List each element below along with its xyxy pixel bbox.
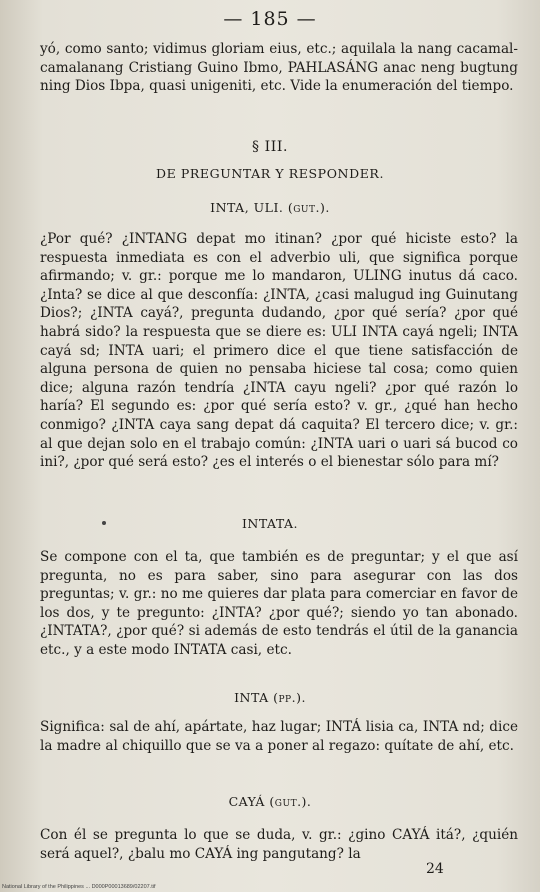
- section-title: DE PREGUNTAR Y RESPONDER.: [155, 166, 385, 181]
- paragraph-caya: Con él se pregunta lo que se duda, v. gr.: ¿gino CAYÁ itá?, ¿quién será aquel?, ¿balu mo CAYÁ ing pangutang? la: [40, 827, 518, 862]
- signature-mark: 24: [426, 861, 444, 877]
- paragraph-intata: Se compone con el ta, que también es de preguntar; y el que así pregunta, no es para saber, sino para asegurar con las dos preguntas; v. gr.: no me quieres dar plata para comerciar en favor de los dos, y te pregunto: ¿INTA? ¿por qué?; siendo yo tan abonado. ¿INTATA?, ¿por qué? si además de esto tendrás el útil de la ganancia etc., y a este modo INTATA casi, etc.: [40, 549, 518, 658]
- paragraph-inta-uli: ¿Por qué? ¿INTANG depat mo itinan? ¿por qué hiciste esto? la respuesta inmediata es con el adverbio uli, que significa porque afirmando; v. gr.: porque me lo mandaron, ULING inutus dá caco. ¿Inta? se dice al que desconfía: ¿INTA, ¿casi malugud ing Guinutang Dios?; ¿INTA cayá?, pregunta dudando, ¿por qué sería? ¿por qué habrá sido? la respuesta que se diere es: ULI INTA cayá ngeli; INTA cayá sd; INTA uari; el primero dice el que tiene satisfacción de alguna persona de quien no pensaba hiciese tal cosa; como quien dice; alguna razón tendría ¿INTA cayu ngeli? ¿por qué razón lo haría? El segundo es: ¿por qué sería esto? v. gr., ¿qué han hecho conmigo? ¿INTA caya sang depat dá caquita? El tercero dice; v. gr.: al que dejan solo en el trabajo común: ¿INTA uari o uari sá bucod co ini?, ¿por qué será esto? ¿es el interés o el bienestar sólo para mí?: [40, 231, 518, 471]
- page-number: — 185 —: [223, 8, 317, 30]
- heading-inta-pp: INTA (pp.).: [234, 690, 306, 705]
- heading-inta-uli: INTA, ULI. (gut.).: [210, 200, 330, 215]
- paragraph-continued: yó, como santo; vidimus gloriam eius, etc.; aquilala la nang cacamal-camalanang Cristiang Guino Ibmo, PAHLASÁNG anac neng bugtung ning Dios Ibpa, quasi unigeniti, etc. Vide la enumeración del tiempo.: [40, 41, 518, 95]
- section-mark: § III.: [251, 139, 289, 155]
- archive-footer: National Library of the Philippines ... D000P00013689/02207.tif: [2, 884, 156, 890]
- heading-caya: CAYÁ (gut.).: [228, 794, 312, 809]
- paragraph-inta-pp: Significa: sal de ahí, apártate, haz lugar; INTÁ lisia ca, INTA nd; dice la madre al chiquillo que se va a poner al regazo: quítate de ahí, etc.: [40, 719, 518, 754]
- heading-intata: INTATA.: [241, 516, 299, 531]
